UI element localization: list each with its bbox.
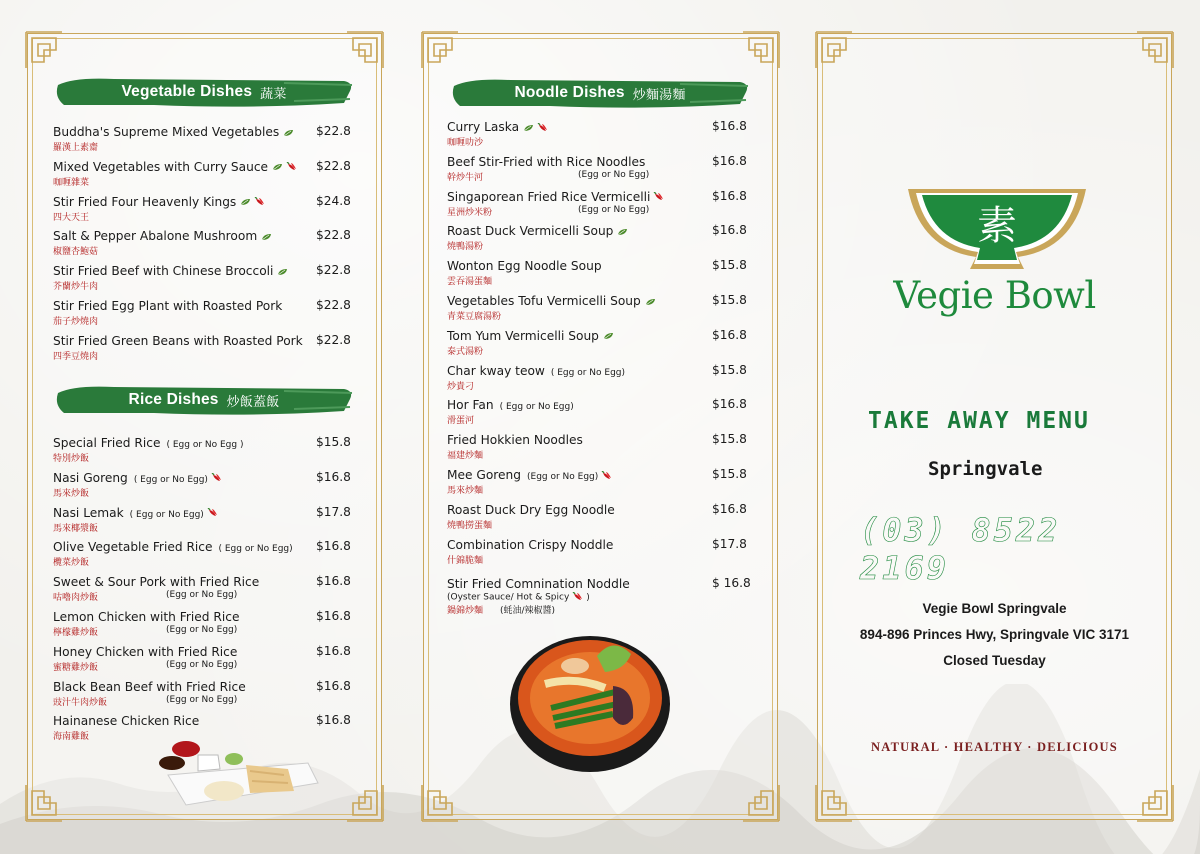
menu-item-name-text: Mee Goreng (447, 468, 521, 482)
address-name: Vegie Bowl Springvale (922, 601, 1067, 616)
menu-item-price: $17.8 (316, 504, 351, 519)
menu-item-name-text: Salt & Pepper Abalone Mushroom (53, 229, 258, 244)
menu-item-chinese-name: 馬來椰漿飯 (53, 523, 99, 534)
menu-item-price: $16.8 (712, 153, 747, 168)
menu-item-name-text: Vegetables Tofu Vermicelli Soup (447, 294, 641, 308)
menu-item-name-text: Stir Fried Egg Plant with Roasted Pork (53, 299, 283, 313)
menu-item-name-text: Nasi Lemak (53, 505, 124, 520)
noodle-section-title-cn: 炒麵湯麵 (632, 86, 686, 102)
menu-item-price: $22.8 (316, 228, 351, 243)
menu-item-name (53, 229, 272, 243)
menu-item-chinese-name: 炒貴刁 (447, 381, 475, 392)
menu-item-name (447, 398, 574, 412)
menu-item-chinese-name: 滑蛋河 (447, 416, 475, 427)
menu-item-chinese-name: 檸檬雞炒飯 (53, 628, 99, 638)
menu-item-name (447, 190, 665, 204)
menu-item-name (447, 433, 583, 447)
menu-item-name (53, 506, 219, 520)
corner-ornament-icon (1133, 28, 1177, 72)
menu-item-name (53, 575, 259, 589)
menu-item-option: ( Egg or No Egg) (133, 474, 208, 485)
menu-item-name (53, 299, 282, 313)
menu-item-price: $15.8 (316, 435, 351, 449)
svg-text:素: 素 (977, 203, 1017, 249)
menu-item-name-text: Roast Duck Vermicelli Soup (447, 224, 614, 239)
menu-item-price: $15.8 (712, 293, 747, 307)
menu-item-name-text: Fried Hokkien Noodles (447, 433, 583, 448)
menu-item-price: $16.8 (316, 643, 351, 658)
menu-item-price: $16.8 (712, 397, 747, 412)
menu-item-name-text: Buddha's Supreme Mixed Vegetables (53, 125, 280, 139)
panel-brand (817, 33, 1172, 820)
menu-item-option: ( Egg or No Egg) (499, 402, 574, 413)
menu-item-name (447, 259, 602, 273)
menu-item-option: (Egg or No Egg) (527, 472, 599, 482)
veg-section-header (54, 75, 354, 109)
vegan-leaf-icon (272, 163, 283, 171)
menu-item-chinese-name: 幹炒牛河 (447, 172, 484, 183)
phone-number[interactable]: (03) 8522 2169 (860, 511, 1061, 587)
vegan-leaf-icon (617, 228, 628, 236)
menu-item-price: $16.8 (316, 678, 351, 693)
corner-ornament-icon (343, 28, 387, 72)
menu-item-name-text: Sweet & Sour Pork with Fried Rice (53, 575, 260, 590)
corner-ornament-icon (343, 781, 387, 825)
chili-pepper-icon (254, 197, 266, 207)
menu-item-name-text: Wonton Egg Noodle Soup (447, 259, 602, 274)
menu-item-price: $15.8 (712, 258, 747, 273)
menu-item-name (53, 540, 293, 554)
menu-item-price: $ 16.8 (712, 576, 751, 591)
menu-item-chinese-name: 馬來炒麵 (447, 486, 484, 496)
menu-item-chinese-name: 羅漢上素齋 (53, 143, 99, 153)
corner-ornament-icon (418, 781, 462, 825)
menu-item-name-text: Hainanese Chicken Rice (53, 714, 200, 729)
sauce-option-text: (Oyster Sauce/ Hot & Spicy (447, 592, 570, 603)
menu-item-price: $16.8 (316, 713, 351, 728)
curry-laksa-image (505, 626, 675, 776)
closed-day: Closed Tuesday (943, 653, 1046, 668)
tagline: NATURAL · HEALTHY · DELICIOUS (871, 740, 1118, 754)
chili-pepper-icon (572, 592, 584, 602)
menu-item-name (53, 264, 288, 278)
take-away-heading: TAKE AWAY MENU (868, 408, 1090, 434)
menu-item-sauce-option (447, 592, 590, 603)
panel-vegetable-rice (27, 33, 382, 820)
corner-ornament-icon (22, 781, 66, 825)
menu-item-price: $16.8 (316, 609, 351, 623)
menu-item-name-text: Combination Crispy Noddle (447, 537, 614, 552)
menu-item-chinese-name: 四大天王 (53, 212, 90, 223)
menu-item-name (53, 436, 243, 450)
chili-pepper-icon (207, 508, 219, 518)
menu-item-name-text: Hor Fan (447, 398, 494, 413)
menu-item-chinese-name: 茄子炒燒肉 (53, 317, 99, 327)
veg-section-title-cn: 蔬菜 (260, 85, 287, 101)
menu-item-price: $24.8 (316, 193, 351, 208)
menu-item-price: $15.8 (712, 432, 747, 447)
menu-item-name (447, 364, 625, 378)
menu-item-option: (Egg or No Egg) (166, 694, 238, 705)
menu-item-chinese-name: 什錦脆麵 (447, 555, 484, 566)
menu-item-price: $22.8 (316, 124, 351, 138)
menu-item-option: ( Egg or No Egg ) (166, 440, 244, 450)
menu-item-name-text: Lemon Chicken with Fried Rice (53, 610, 240, 624)
chili-pepper-icon (601, 471, 613, 481)
menu-item-chinese-name: 椒鹽杏鮑菇 (53, 247, 99, 258)
menu-item-name (447, 503, 615, 517)
menu-item-price: $16.8 (316, 574, 351, 589)
menu-item-chinese-name: 豉汁牛肉炒飯 (53, 697, 108, 708)
menu-item-chinese-name: 四季豆燒肉 (53, 351, 99, 362)
menu-item-chinese-name: 咕嚕肉炒飯 (53, 593, 99, 604)
brand-name: Vegie Bowl (893, 274, 1096, 317)
menu-item-chinese-name: 鍋錦炒麵 (447, 606, 484, 617)
vegan-leaf-icon (645, 298, 656, 306)
menu-item-chinese-name: 燒鴨撈蛋麵 (447, 520, 493, 531)
menu-item-chinese-name: 馬來炒飯 (53, 488, 90, 499)
menu-item-chinese-name: 特別炒飯 (53, 454, 90, 464)
rice-section-title: Rice Dishes (128, 391, 219, 408)
vegan-leaf-icon (523, 124, 534, 132)
menu-item-chinese-name: 咖喱雜菜 (53, 177, 90, 188)
menu-item-name (53, 714, 199, 728)
menu-item-price: $16.8 (316, 539, 351, 554)
corner-ornament-icon (812, 28, 856, 72)
menu-item-name-text: Special Fried Rice (53, 436, 161, 450)
menu-item-name-text: Beef Stir-Fried with Rice Noodles (447, 154, 646, 169)
menu-item-chinese-name: 星洲炒米粉 (447, 207, 493, 218)
menu-item-price: $16.8 (712, 223, 747, 238)
menu-item-option: (Egg or No Egg) (166, 590, 238, 601)
menu-item-option: ( Egg or No Egg) (129, 509, 204, 520)
menu-item-name (53, 160, 298, 174)
menu-item-name (447, 224, 628, 238)
menu-item-price: $22.8 (316, 158, 351, 173)
corner-ornament-icon (739, 781, 783, 825)
menu-item-chinese-name: 青菜豆腐湯粉 (447, 312, 502, 322)
menu-item-price: $22.8 (316, 263, 351, 278)
menu-item-name-text: Mixed Vegetables with Curry Sauce (53, 159, 269, 174)
menu-item-price: $16.8 (712, 119, 747, 133)
corner-ornament-icon (812, 781, 856, 825)
menu-item-price: $16.8 (712, 327, 747, 342)
menu-item-chinese-name: 欖菜炒飯 (53, 558, 90, 569)
menu-item-name-text: Roast Duck Dry Egg Noodle (447, 502, 615, 517)
menu-item-name (53, 334, 303, 348)
corner-ornament-icon (1133, 781, 1177, 825)
menu-item-chinese-name: 芥蘭炒牛肉 (53, 282, 99, 293)
sauce-option-end: ) (586, 592, 590, 603)
menu-item-price: $16.8 (712, 188, 747, 203)
menu-item-name (447, 155, 645, 169)
noodle-section-header (450, 76, 750, 110)
menu-item-name (53, 680, 246, 694)
menu-item-price: $22.8 (316, 332, 351, 347)
menu-item-price: $17.8 (712, 536, 747, 551)
menu-item-name-text: Black Bean Beef with Fried Rice (53, 679, 246, 694)
menu-item-name-text: Honey Chicken with Fried Rice (53, 644, 238, 659)
menu-item-option: (Egg or No Egg) (578, 204, 650, 215)
menu-item-name-text: Nasi Goreng (53, 470, 128, 485)
menu-item-chinese-name: 海南雞飯 (53, 732, 90, 743)
menu-item-chinese-name: 咖喱叻沙 (447, 138, 484, 148)
menu-item-name-text: Stir Fried Green Beans with Roasted Pork (53, 333, 303, 348)
menu-item-name (53, 645, 237, 659)
chili-pepper-icon (286, 162, 298, 172)
menu-item-price: $16.8 (712, 501, 747, 516)
address-line: 894-896 Princes Hwy, Springvale VIC 3171 (859, 627, 1130, 642)
menu-item-name (447, 329, 614, 343)
chili-pepper-icon (211, 473, 223, 483)
menu-item-name-text: Singaporean Fried Rice Vermicelli (447, 189, 651, 204)
menu-item-name (53, 610, 239, 624)
menu-item-name (53, 125, 294, 139)
menu-item-name (447, 577, 630, 591)
menu-item-name-text: Tom Yum Vermicelli Soup (447, 328, 599, 343)
menu-item-name (447, 120, 549, 134)
menu-item-chinese-note: (蚝油/辣椒醬) (500, 606, 556, 617)
vegan-leaf-icon (261, 233, 272, 241)
menu-item-name-text: Char kway teow (447, 363, 545, 378)
menu-item-option: (Egg or No Egg) (166, 625, 238, 635)
menu-item-chinese-name: 燒鴨湯粉 (447, 242, 484, 253)
menu-item-price: $22.8 (316, 298, 351, 312)
menu-item-name (447, 294, 656, 308)
vegan-leaf-icon (277, 268, 288, 276)
corner-ornament-icon (739, 28, 783, 72)
menu-item-option: (Egg or No Egg) (166, 659, 238, 670)
chili-pepper-icon (537, 123, 549, 133)
menu-item-chinese-name: 蜜糖雞炒飯 (53, 662, 99, 673)
menu-item-name (447, 538, 613, 552)
noodle-section-title: Noodle Dishes (514, 84, 625, 101)
vegan-leaf-icon (240, 198, 251, 206)
menu-item-chinese-name: 泰式湯粉 (447, 346, 484, 357)
bowl-logo-icon (906, 187, 1088, 271)
menu-item-name-text: Curry Laska (447, 120, 520, 134)
menu-item-chinese-name: 雲吞湯蛋麵 (447, 277, 493, 288)
corner-ornament-icon (418, 28, 462, 72)
menu-item-name-text: Stir Fried Beef with Chinese Broccoli (53, 264, 274, 279)
vegan-leaf-icon (603, 332, 614, 340)
rice-section-title-cn: 炒飯蓋飯 (226, 393, 280, 409)
rice-section-header (54, 383, 354, 417)
menu-item-option: (Egg or No Egg) (578, 169, 650, 180)
branch-name: Springvale (928, 458, 1043, 480)
menu-item-price: $15.8 (712, 362, 747, 377)
menu-item-price: $16.8 (316, 469, 351, 484)
menu-item-name-text: Stir Fried Four Heavenly Kings (53, 194, 237, 209)
menu-item-price: $15.8 (712, 467, 747, 481)
veg-section-title: Vegetable Dishes (121, 83, 253, 100)
menu-item-option: ( Egg or No Egg) (218, 544, 293, 555)
corner-ornament-icon (22, 28, 66, 72)
chicken-rice-image (158, 735, 324, 807)
menu-item-option: ( Egg or No Egg) (550, 367, 626, 378)
menu-item-chinese-name: 福建炒麵 (447, 451, 484, 462)
menu-item-name-text: Stir Fried Comnination Noddle (447, 577, 630, 592)
menu-item-name (53, 195, 266, 209)
vegan-leaf-icon (283, 129, 294, 137)
menu-item-name (53, 471, 223, 485)
menu-item-name-text: Olive Vegetable Fried Rice (53, 540, 213, 555)
menu-item-name (447, 468, 613, 482)
chili-pepper-icon (653, 192, 665, 202)
